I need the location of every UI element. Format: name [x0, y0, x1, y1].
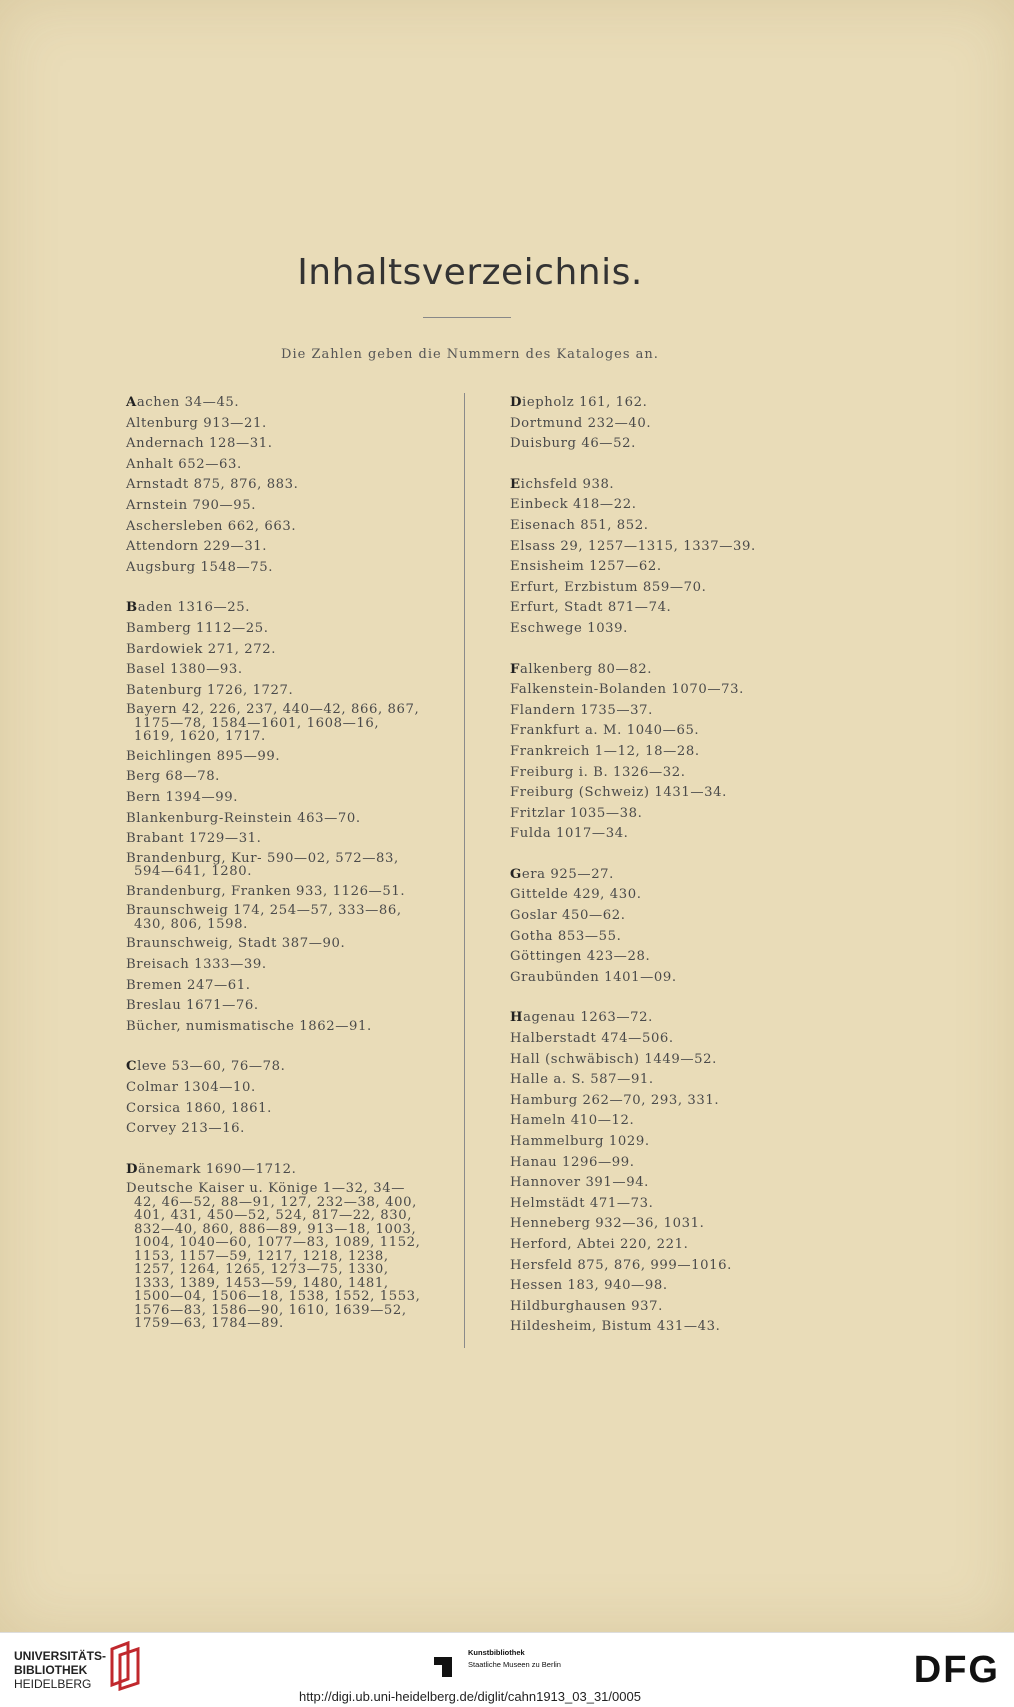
index-entry: Dänemark 1690—1712.	[126, 1161, 297, 1177]
index-entry: Eichsfeld 938.	[510, 476, 615, 492]
index-entry: Gera 925—27.	[510, 866, 614, 882]
index-entry: Freiburg (Schweiz) 1431—34.	[510, 785, 727, 801]
index-group-b	[126, 598, 426, 1037]
index-group-e	[510, 475, 810, 640]
index-entry: Frankfurt a. M. 1040—65.	[510, 723, 700, 739]
initial-letter: E	[510, 476, 521, 492]
index-group-h	[510, 1008, 810, 1338]
ub-heidelberg-logo[interactable]	[14, 1649, 106, 1691]
index-entry: Hersfeld 875, 876, 999—1016.	[510, 1257, 732, 1273]
index-entry: Elsass 29, 1257—1315, 1337—39.	[510, 538, 756, 554]
index-entry: Halle a. S. 587—91.	[510, 1072, 654, 1088]
index-entry: Bücher, numismatische 1862—91.	[126, 1018, 372, 1034]
index-entry: Bayern 42, 226, 237, 440—42, 866, 867, 1175—78, 1584—1601, 1608—16, 1619, 1620, 1717.	[126, 702, 420, 745]
index-entry: Eisenach 851, 852.	[510, 517, 649, 533]
index-group-d	[510, 393, 810, 455]
title-rule	[423, 317, 511, 318]
index-entry: Hildburghausen 937.	[510, 1298, 663, 1314]
index-entry: Basel 1380—93.	[126, 662, 243, 678]
index-entry: Batenburg 1726, 1727.	[126, 682, 294, 698]
initial-letter: B	[126, 600, 138, 616]
page-title: Inhaltsverzeichnis.	[297, 252, 643, 293]
index-entry: Duisburg 46—52.	[510, 436, 636, 452]
index-entry: Gotha 853—55.	[510, 928, 622, 944]
permalink-url[interactable]: http://digi.ub.uni-heidelberg.de/diglit/cahn1913_03_31/0005	[299, 1689, 641, 1704]
index-entry: Brandenburg, Franken 933, 1126—51.	[126, 883, 406, 899]
index-entry: Frankreich 1—12, 18—28.	[510, 743, 700, 759]
index-entry: Beichlingen 895—99.	[126, 748, 281, 764]
index-entry: Falkenberg 80—82.	[510, 661, 653, 677]
kunstbibliothek-mark-icon	[434, 1653, 458, 1677]
initial-letter: G	[510, 866, 522, 882]
kb-line1: Kunstbibliothek	[468, 1648, 525, 1657]
index-group-d	[126, 1160, 426, 1331]
viewer-footer	[0, 1632, 1014, 1707]
index-entry: Andernach 128—31.	[126, 436, 273, 452]
index-entry: Augsburg 1548—75.	[126, 559, 274, 575]
index-entry: Brabant 1729—31.	[126, 831, 262, 847]
initial-letter: H	[510, 1010, 524, 1026]
index-group-c	[126, 1057, 426, 1139]
index-column-left	[126, 393, 426, 1351]
initial-letter: F	[510, 661, 520, 677]
index-entry: Hanau 1296—99.	[510, 1154, 635, 1170]
index-entry: Herford, Abtei 220, 221.	[510, 1236, 689, 1252]
index-entry: Breisach 1333—39.	[126, 956, 267, 972]
dfg-logo[interactable]: DFG	[913, 1649, 1000, 1691]
index-entry: Arnstadt 875, 876, 883.	[126, 477, 299, 493]
index-entry: Goslar 450—62.	[510, 908, 626, 924]
index-entry: Diepholz 161, 162.	[510, 395, 648, 410]
index-entry: Blankenburg-Reinstein 463—70.	[126, 810, 361, 826]
index-entry: Freiburg i. B. 1326—32.	[510, 764, 686, 780]
index-entry: Henneberg 932—36, 1031.	[510, 1216, 705, 1232]
index-group-f	[510, 660, 810, 845]
ub-logo-line1: UNIVERSITÄTS-	[14, 1649, 107, 1663]
index-group-a	[126, 393, 426, 578]
index-entry: Bamberg 1112—25.	[126, 620, 269, 636]
column-divider	[464, 393, 465, 1348]
index-entry: Berg 68—78.	[126, 769, 220, 785]
index-entry: Corsica 1860, 1861.	[126, 1100, 272, 1116]
index-entry: Bardowiek 271, 272.	[126, 641, 277, 657]
ub-logo-line3: HEIDELBERG	[14, 1677, 92, 1691]
initial-letter: A	[126, 395, 137, 410]
index-entry: Braunschweig, Stadt 387—90.	[126, 936, 346, 952]
index-entry: Cleve 53—60, 76—78.	[126, 1059, 286, 1075]
index-entry: Ensisheim 1257—62.	[510, 559, 662, 575]
index-entry: Hammelburg 1029.	[510, 1134, 650, 1149]
initial-letter: D	[126, 1161, 139, 1177]
index-entry: Erfurt, Erzbistum 859—70.	[510, 579, 707, 595]
index-entry: Hameln 410—12.	[510, 1113, 635, 1129]
index-entry: Breslau 1671—76.	[126, 998, 259, 1014]
index-entry: Dortmund 232—40.	[510, 415, 652, 431]
index-entry: Fritzlar 1035—38.	[510, 805, 643, 821]
index-entry: Göttingen 423—28.	[510, 949, 651, 965]
ub-logo-line2: BIBLIOTHEK	[14, 1663, 88, 1677]
index-entry: Arnstein 790—95.	[126, 497, 257, 513]
index-entry: Falkenstein-Bolanden 1070—73.	[510, 682, 744, 698]
index-entry: Hall (schwäbisch) 1449—52.	[510, 1051, 717, 1067]
initial-letter: D	[510, 395, 523, 410]
index-entry: Erfurt, Stadt 871—74.	[510, 600, 672, 616]
index-entry: Bremen 247—61.	[126, 977, 251, 993]
index-entry: Attendorn 229—31.	[126, 539, 268, 555]
index-entry: Hessen 183, 940—98.	[510, 1278, 668, 1294]
index-entry: Corvey 213—16.	[126, 1121, 245, 1137]
index-entry: Helmstädt 471—73.	[510, 1195, 654, 1211]
index-entry: Einbeck 418—22.	[510, 497, 637, 513]
index-entry: Colmar 1304—10.	[126, 1079, 256, 1095]
index-entry: Aschersleben 662, 663.	[126, 518, 297, 534]
index-entry: Aachen 34—45.	[126, 395, 240, 410]
index-entry: Graubünden 1401—09.	[510, 969, 677, 985]
index-entry: Flandern 1735—37.	[510, 702, 653, 718]
index-entry: Deutsche Kaiser u. Könige 1—32, 34—42, 46—52, 88—91, 127, 232—38, 400, 401, 431, 450—52, 524, 817—22, 830, 832—40, 860, 886—89, 913—18, 1003, 1004, 1040—60, 1077—83, 1089, 1152, 1153, 1157—59, 1217, 1218, 1238, 1257, 1264, 1265, 1273—75, 1330, 1333, 1389, 1453—59, 1480, 1481, 1500—04, 1506—18, 1538, 1552, 1553, 1576—83, 1586—90, 1610, 1639—52, 1759—63, 1784—89.	[126, 1181, 421, 1332]
index-entry: Baden 1316—25.	[126, 600, 251, 616]
index-entry: Gittelde 429, 430.	[510, 887, 642, 903]
index-entry: Brandenburg, Kur- 590—02, 572—83, 594—641, 1280.	[126, 850, 399, 880]
index-entry: Bern 1394—99.	[126, 790, 239, 805]
index-entry: Halberstadt 474—506.	[510, 1031, 674, 1047]
page-subtitle: Die Zahlen geben die Nummern des Kataloges an.	[281, 347, 659, 362]
index-entry: Fulda 1017—34.	[510, 826, 629, 842]
index-entry: Eschwege 1039.	[510, 620, 628, 636]
index-entry: Braunschweig 174, 254—57, 333—86, 430, 806, 1598.	[126, 903, 402, 932]
index-entry: Hannover 391—94.	[510, 1175, 649, 1191]
index-entry: Hildesheim, Bistum 431—43.	[510, 1319, 721, 1335]
initial-letter: C	[126, 1059, 138, 1075]
index-entry: Hamburg 262—70, 293, 331.	[510, 1092, 720, 1108]
index-column-right	[510, 393, 810, 1358]
index-entry: Altenburg 913—21.	[126, 415, 267, 431]
kb-line2: Staatliche Museen zu Berlin	[468, 1660, 561, 1669]
index-entry: Anhalt 652—63.	[126, 456, 242, 472]
ub-emblem-icon	[108, 1641, 142, 1691]
index-entry: Hagenau 1263—72.	[510, 1010, 653, 1026]
index-group-g	[510, 865, 810, 989]
